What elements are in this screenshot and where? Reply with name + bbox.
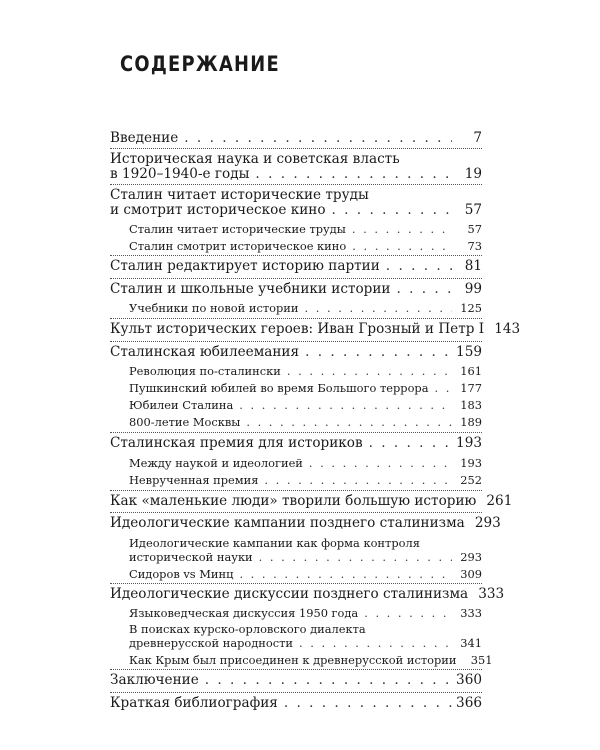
- toc-entry-title-line: Историческая наука и советская власть: [110, 151, 400, 167]
- toc-entry-title: Сталин смотрит историческое кино: [129, 239, 347, 253]
- toc-subentry[interactable]: [129, 222, 482, 236]
- toc-entry-title-line: древнерусской народности: [129, 636, 294, 650]
- toc-subentry[interactable]: [129, 536, 482, 564]
- leader-dots: [239, 398, 452, 412]
- toc-entry[interactable]: [110, 152, 482, 182]
- toc-entry-title-line: и смотрит историческое кино: [110, 202, 326, 218]
- toc-subentry[interactable]: [129, 606, 482, 620]
- toc-page-number: 183: [460, 398, 482, 412]
- toc-entry-title-line: В поисках курско-орловского диалекта: [129, 622, 366, 636]
- leader-dots: [287, 364, 452, 378]
- toc-subentry[interactable]: [129, 567, 482, 581]
- leader-dots: [386, 259, 452, 274]
- toc-subentry[interactable]: [129, 456, 482, 470]
- toc-page-number: 73: [467, 239, 482, 253]
- toc-entry-title: Юбилеи Сталина: [129, 398, 234, 412]
- toc-subentry[interactable]: [129, 239, 482, 253]
- toc-entry-title: Идеологические дискуссии позднего сталинизма: [110, 586, 469, 602]
- toc-page-number: 351: [470, 653, 493, 667]
- leader-dots: [299, 636, 452, 650]
- toc-page-number: 193: [460, 456, 482, 470]
- toc-page-number: 333: [460, 606, 482, 620]
- toc-subentry[interactable]: [129, 364, 482, 378]
- toc-subentry[interactable]: [129, 398, 482, 412]
- leader-dots: [305, 301, 453, 315]
- leader-dots: [435, 381, 452, 395]
- toc-entry-title: Заключение: [110, 672, 199, 688]
- leader-dots: [264, 473, 452, 487]
- toc-page-number: 293: [460, 550, 482, 564]
- toc-page-number: 57: [467, 222, 482, 236]
- toc-entry-title: Учебники по новой истории: [129, 301, 299, 315]
- toc-entry[interactable]: [110, 321, 521, 337]
- leader-dots: [352, 239, 452, 253]
- section-divider: [110, 255, 482, 256]
- leader-dots: [364, 606, 452, 620]
- toc-entry[interactable]: [110, 282, 482, 297]
- leader-dots: [352, 222, 452, 236]
- toc-page-number: 177: [460, 381, 482, 395]
- section-divider: [110, 341, 482, 342]
- section-divider: [110, 432, 482, 433]
- toc-entry-title: Сталин и школьные учебники истории: [110, 281, 391, 297]
- section-divider: [110, 184, 482, 185]
- leader-dots: [309, 456, 452, 470]
- toc-subentry[interactable]: [129, 622, 482, 650]
- toc-page-number: 341: [460, 636, 482, 650]
- toc-page-number: 261: [486, 493, 513, 509]
- toc-page-number: 309: [460, 567, 482, 581]
- toc-entry[interactable]: [110, 696, 482, 711]
- toc-subentry[interactable]: [129, 381, 482, 395]
- toc-entry-title: Между наукой и идеологией: [129, 456, 303, 470]
- toc-entry-title: Как Крым был присоединен к древнерусской истории: [129, 653, 457, 667]
- toc-entry-title: Пушкинский юбилей во время Большого террора: [129, 381, 429, 395]
- toc-page-number: 7: [473, 130, 482, 146]
- section-divider: [110, 669, 482, 670]
- leader-dots: [369, 436, 452, 451]
- toc-entry-title: Сталин редактирует историю партии: [110, 258, 380, 274]
- toc-entry[interactable]: [110, 493, 513, 509]
- section-divider: [110, 512, 482, 513]
- toc-page-number: 125: [460, 301, 482, 315]
- toc-entry-title-line: Идеологические кампании как форма контроля: [129, 536, 420, 550]
- leader-dots: [284, 696, 452, 711]
- toc-entry-title: Сталин читает исторические труды: [129, 222, 346, 236]
- section-divider: [110, 583, 482, 584]
- toc-entry[interactable]: [110, 586, 505, 602]
- toc-page-number: 99: [464, 281, 482, 297]
- toc-page-number: 360: [456, 672, 482, 688]
- leader-dots: [259, 550, 452, 564]
- toc-entry-title: Сталинская премия для историков: [110, 435, 363, 451]
- toc-page-number: 333: [478, 586, 505, 602]
- toc-entry-title: Культ исторических героев: Иван Грозный и Петр I: [110, 321, 485, 337]
- toc-page-number: 252: [460, 473, 482, 487]
- toc-page-number: 81: [464, 258, 482, 274]
- toc-entry[interactable]: [110, 131, 482, 146]
- leader-dots: [205, 673, 452, 688]
- leader-dots: [332, 203, 452, 218]
- toc-entry[interactable]: [110, 345, 482, 360]
- toc-entry-title: Сидоров vs Минц: [129, 567, 234, 581]
- leader-dots: [246, 415, 452, 429]
- section-divider: [110, 318, 482, 319]
- toc-entry-title: Введение: [110, 130, 179, 146]
- toc-entry-title: Краткая библиография: [110, 695, 278, 711]
- toc-page-number: 19: [464, 166, 482, 182]
- leader-dots: [305, 345, 452, 360]
- toc-entry-title: Революция по-сталински: [129, 364, 281, 378]
- toc-page-number: 189: [460, 415, 482, 429]
- toc-entry-title-line: Сталин читает исторические труды: [110, 187, 369, 203]
- toc-subentry[interactable]: [129, 415, 482, 429]
- toc-page-number: 161: [460, 364, 482, 378]
- toc-subentry[interactable]: [129, 301, 482, 315]
- leader-dots: [184, 131, 452, 146]
- section-divider: [110, 490, 482, 491]
- toc-entry-title: Идеологические кампании позднего сталинизма: [110, 515, 465, 531]
- toc-page-number: 57: [464, 202, 482, 218]
- toc-entry[interactable]: [110, 436, 482, 451]
- toc-page-number: 293: [474, 515, 501, 531]
- leader-dots: [397, 282, 453, 297]
- toc-entry[interactable]: [110, 515, 501, 531]
- toc-subentry[interactable]: [129, 653, 493, 667]
- toc-page-number: 366: [456, 695, 482, 711]
- toc-entry-title: 800-летие Москвы: [129, 415, 241, 429]
- leader-dots: [255, 167, 452, 182]
- toc-entry[interactable]: [110, 259, 482, 274]
- page-title: СОДЕРЖАНИЕ: [120, 52, 280, 76]
- section-divider: [110, 278, 482, 279]
- toc-page-number: 159: [456, 344, 482, 360]
- toc-entry-title: Сталинская юбилеемания: [110, 344, 300, 360]
- toc-entry-title: Неврученная премия: [129, 473, 259, 487]
- toc-entry[interactable]: [110, 188, 482, 218]
- toc-entry-title-line: исторической науки: [129, 550, 253, 564]
- section-divider: [110, 148, 482, 149]
- toc-entry-title: Как «маленькие люди» творили большую историю: [110, 493, 477, 509]
- section-divider: [110, 692, 482, 693]
- leader-dots: [239, 567, 452, 581]
- toc-entry-title-line: в 1920–1940-е годы: [110, 166, 250, 182]
- toc-entry[interactable]: [110, 673, 482, 688]
- toc-entry-title: Языковедческая дискуссия 1950 года: [129, 606, 359, 620]
- toc-page-number: 143: [494, 321, 521, 337]
- toc-page-number: 193: [456, 435, 482, 451]
- toc-subentry[interactable]: [129, 473, 482, 487]
